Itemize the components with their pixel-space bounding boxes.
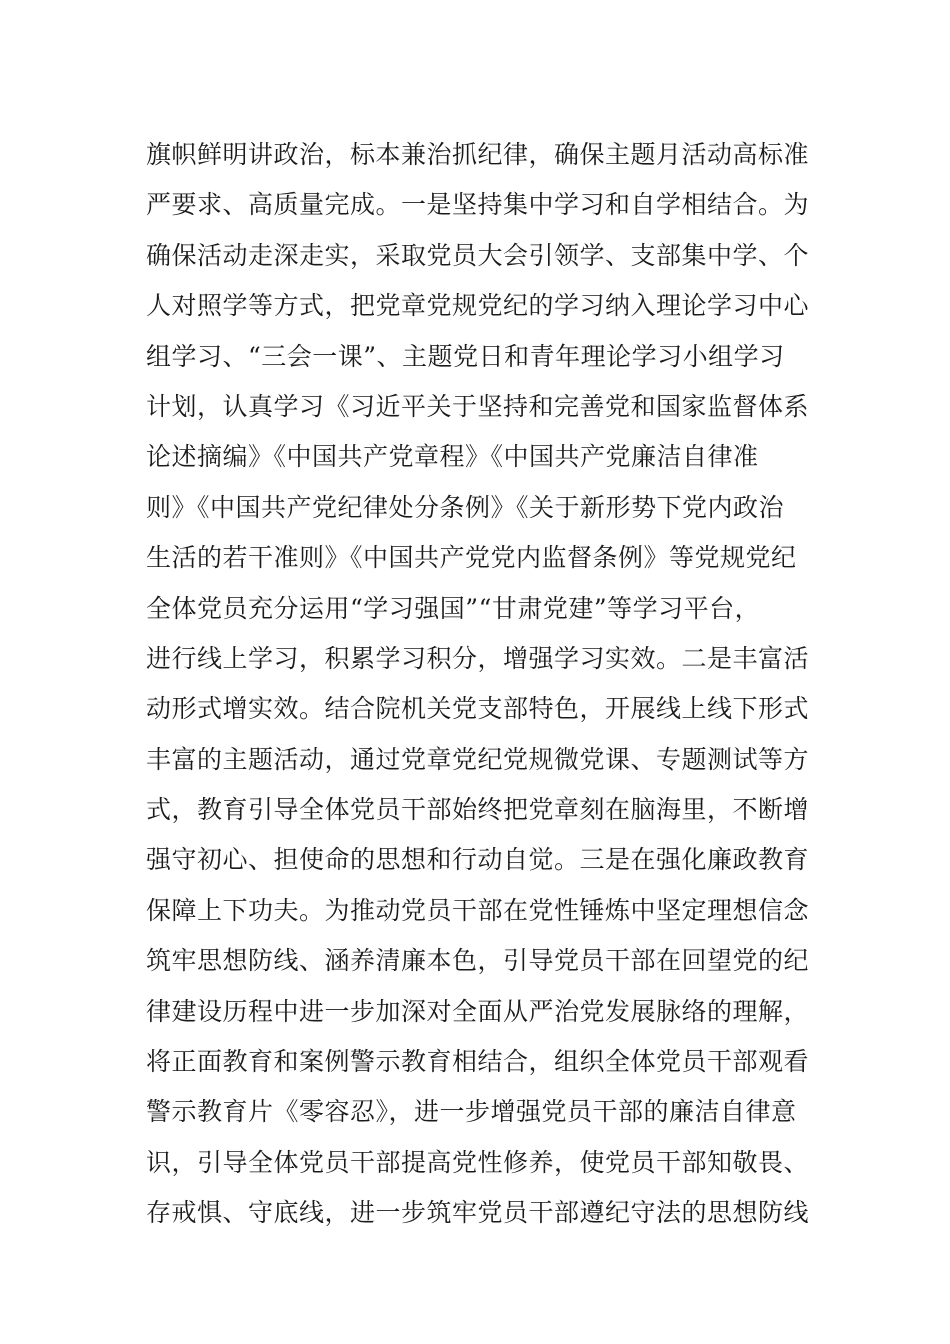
text-line: 生活的若干准则》《中国共产党党内监督条例》等党规党纪 (146, 543, 797, 573)
text-line: 识，引导全体党员干部提高党性修养，使党员干部知敬畏、 (146, 1147, 810, 1177)
text-line: 律建设历程中进一步加深对全面从严治党发展脉络的理解， (146, 996, 810, 1026)
text-line: 严要求、高质量完成。一是坚持集中学习和自学相结合。为 (146, 190, 810, 220)
text-line: 将正面教育和案例警示教育相结合，组织全体党员干部观看 (146, 1047, 810, 1077)
text-line: 警示教育片《零容忍》，进一步增强党员干部的廉洁自律意 (146, 1097, 797, 1127)
text-line: 旗帜鲜明讲政治，标本兼治抓纪律，确保主题月活动高标准 (146, 140, 810, 169)
text-line: 动形式增实效。结合院机关党支部特色，开展线上线下形式 (146, 694, 810, 724)
text-line: 论述摘编》《中国共产党章程》《中国共产党廉洁自律准 (146, 442, 759, 472)
text-line: 存戒惧、守底线，进一步筑牢党员干部遵纪守法的思想防线 (146, 1198, 810, 1228)
text-line: 筑牢思想防线、涵养清廉本色，引导党员干部在回望党的纪 (146, 946, 810, 976)
text-line: 丰富的主题活动，通过党章党纪党规微党课、专题测试等方 (146, 744, 810, 774)
text-line: 人对照学等方式，把党章党规党纪的学习纳入理论学习中心 (146, 291, 810, 321)
text-line: 保障上下功夫。为推动党员干部在党性锤炼中坚定理想信念 (146, 895, 810, 925)
body-paragraph (146, 130, 810, 1239)
text-line: 组学习、“三会一课”、主题党日和青年理论学习小组学习 (146, 341, 785, 371)
text-line: 全体党员充分运用“学习强国”“甘肃党建”等学习平台， (146, 593, 761, 623)
text-line: 进行线上学习，积累学习积分，增强学习实效。二是丰富活 (146, 643, 810, 673)
text-line: 则》《中国共产党纪律处分条例》《关于新形势下党内政治 (146, 492, 785, 522)
text-line: 式，教育引导全体党员干部始终把党章刻在脑海里，不断增 (146, 795, 810, 825)
text-line: 强守初心、担使命的思想和行动自觉。三是在强化廉政教育 (146, 845, 810, 875)
text-line: 确保活动走深走实，采取党员大会引领学、支部集中学、个 (146, 240, 810, 270)
text-line: 计划，认真学习《习近平关于坚持和完善党和国家监督体系 (146, 391, 810, 421)
